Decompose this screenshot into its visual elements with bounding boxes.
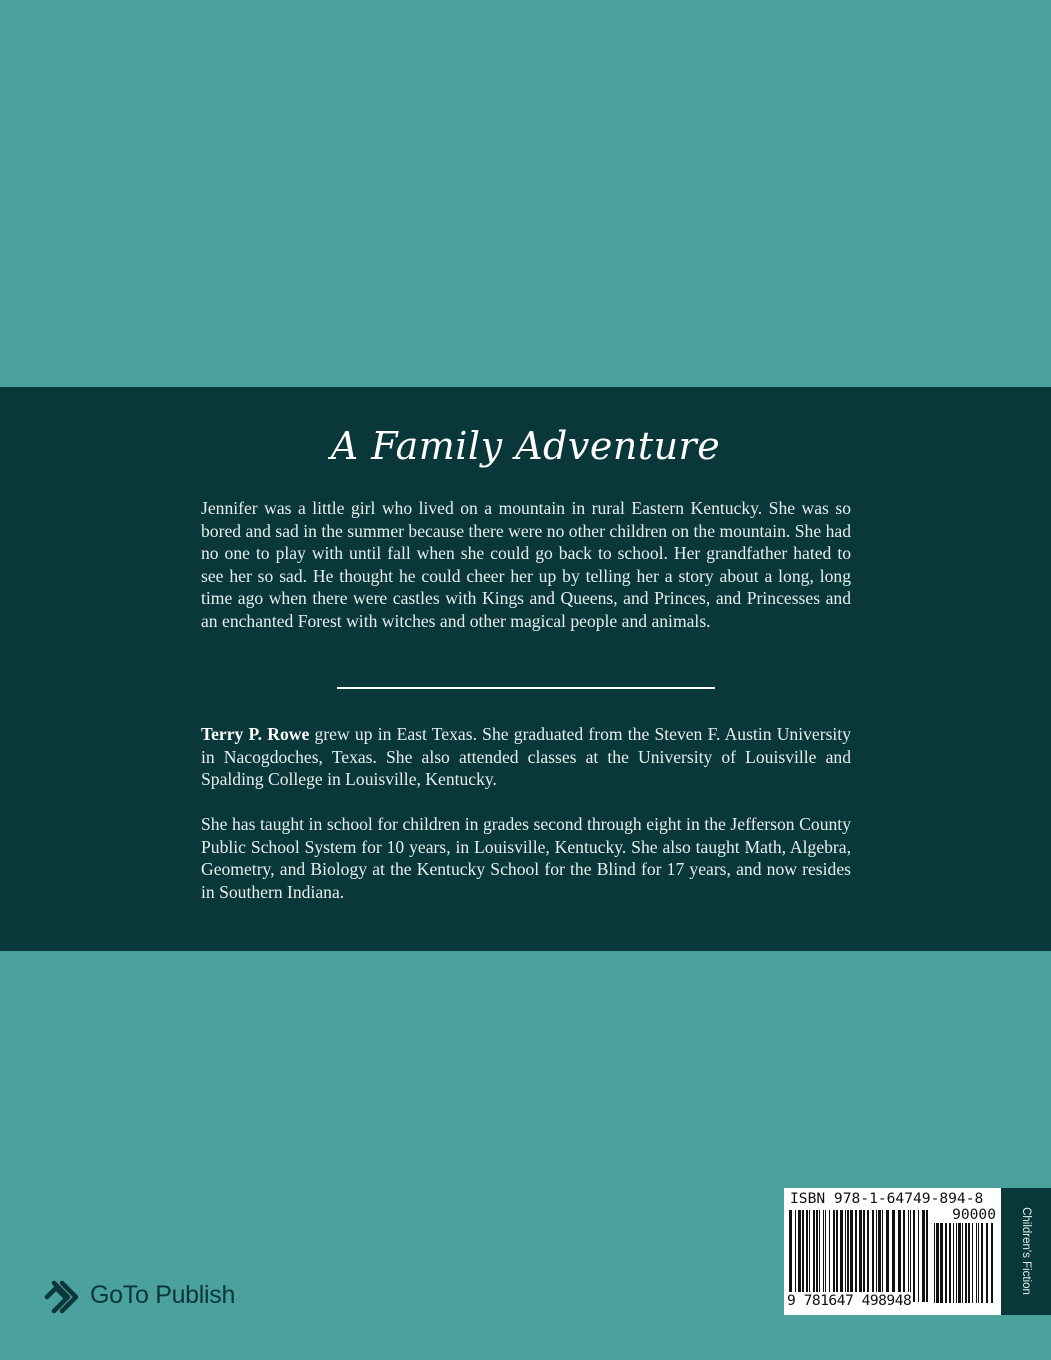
addon-barcode-bar: [945, 1223, 947, 1303]
publisher-name: GoTo Publish: [90, 1280, 236, 1309]
barcode-bar: [806, 1210, 808, 1302]
barcode-bar: [908, 1210, 909, 1302]
barcode-bar: [892, 1210, 895, 1302]
ean-digits: 9 781647 498948: [787, 1292, 912, 1309]
author-bio-text-1: grew up in East Texas. She graduated from the Steven F. Austin University in Nacogdoches, Texas. She also attended classes at the University of Louisville and Spalding College in Louisville, Kentucky.: [201, 724, 851, 790]
barcode-bar: [922, 1210, 925, 1302]
book-title: A Family Adventure: [330, 424, 721, 468]
addon-barcode-bar: [965, 1223, 967, 1303]
barcode-bar: [829, 1210, 830, 1302]
barcode-bar: [863, 1210, 865, 1302]
addon-barcode-bar: [949, 1223, 951, 1303]
addon-barcode-bar: [934, 1223, 935, 1303]
barcode-bar: [819, 1210, 820, 1302]
addon-barcode-bar: [968, 1223, 970, 1303]
addon-barcode-bar: [978, 1223, 979, 1303]
addon-barcode-bar: [991, 1223, 993, 1303]
barcode-bar: [836, 1210, 838, 1302]
barcode-bar: [910, 1210, 911, 1302]
barcode-bar: [825, 1210, 826, 1302]
barcode-bar: [813, 1210, 815, 1302]
barcode-bar: [847, 1210, 849, 1302]
addon-barcode-bar: [956, 1223, 957, 1303]
barcode-bar: [789, 1210, 792, 1302]
publisher-logo: [44, 1273, 235, 1317]
barcode-bar: [903, 1210, 905, 1302]
isbn-barcode: [784, 1188, 1001, 1315]
barcode-bar: [798, 1210, 801, 1302]
barcode-bar: [867, 1210, 869, 1302]
addon-barcode-bar: [958, 1223, 961, 1303]
barcode-bar: [886, 1210, 889, 1302]
ean-barcode-bars: [789, 1210, 929, 1302]
addon-barcode-bar: [953, 1223, 954, 1303]
barcode-bar: [823, 1210, 824, 1302]
addon-barcode-bar: [976, 1223, 977, 1303]
genre-label: Children's Fiction: [1020, 1207, 1032, 1295]
author-bio-paragraph-1: [201, 723, 851, 791]
barcode-bar: [913, 1210, 915, 1302]
addon-barcode-bar: [981, 1223, 983, 1303]
barcode-bar: [802, 1210, 804, 1302]
addon-barcode-bar: [972, 1223, 973, 1303]
barcode-bar: [918, 1210, 919, 1302]
barcode-bar: [926, 1210, 928, 1302]
section-divider: [337, 687, 715, 689]
author-bio-paragraph-2: She has taught in school for children in grades second through eight in the Jefferson County Public School System for 10 years, in Louisville, Kentucky. She also taught Math, Algebra, Geometry, and Biology at the Kentucky School for the Blind for 17 years, and now resides in Southern Indiana.: [201, 814, 851, 902]
barcode-bar: [872, 1210, 874, 1302]
barcode-bar: [833, 1210, 835, 1302]
price-addon-barcode-bars: [934, 1223, 996, 1303]
isbn-number: ISBN 978-1-64749-894-8: [790, 1190, 984, 1207]
barcode-bar: [795, 1210, 796, 1302]
addon-barcode-bar: [962, 1223, 963, 1303]
price-code: 90000: [952, 1206, 996, 1223]
barcode-bar: [840, 1210, 843, 1302]
genre-strip: [1001, 1188, 1051, 1315]
addon-barcode-bar: [940, 1223, 943, 1303]
addon-barcode-bar: [936, 1223, 939, 1303]
author-name: Terry P. Rowe: [201, 724, 310, 744]
barcode-bar: [882, 1210, 883, 1302]
addon-barcode-bar: [986, 1223, 988, 1303]
barcode-bar: [859, 1210, 862, 1302]
barcode-bar: [809, 1210, 810, 1302]
barcode-bar: [855, 1210, 857, 1302]
goto-publish-chevron-logo-icon: [44, 1275, 84, 1315]
barcode-bar: [850, 1210, 853, 1302]
book-blurb: Jennifer was a little girl who lived on a mountain in rural Eastern Kentucky. She was so bored and sad in the summer because there were no other children on the mountain. She had no one to play with until fall when she could go back to school. Her grandfather hated to see her so sad. He thought he could cheer her up by telling her a story about a long, long time ago when there were castles with Kings and Queens, and Princes, and Princesses and an enchanted Forest with witches and other magical people and animals.: [201, 498, 851, 631]
barcode-bar: [816, 1210, 818, 1302]
barcode-bar: [898, 1210, 901, 1302]
barcode-bar: [845, 1210, 846, 1302]
barcode-bar: [876, 1210, 877, 1302]
barcode-bar: [878, 1210, 881, 1302]
